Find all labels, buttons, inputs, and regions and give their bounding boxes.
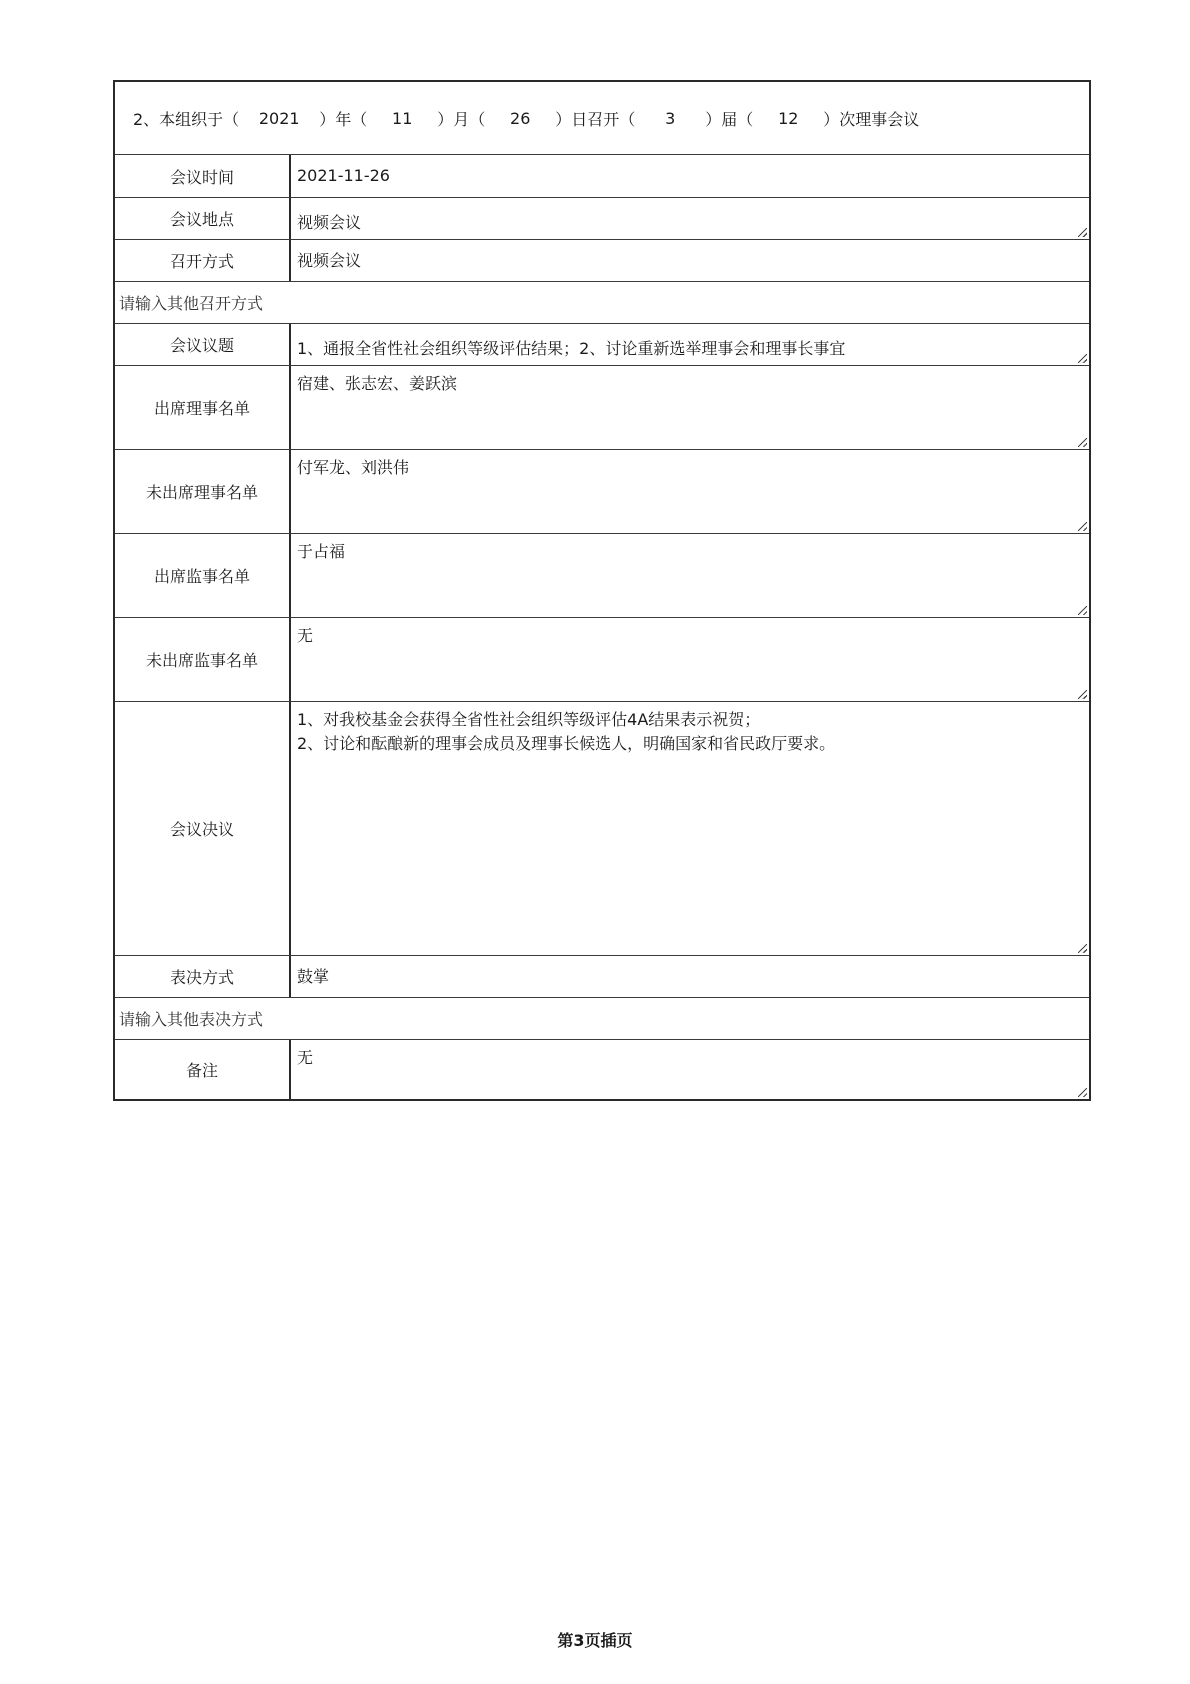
header-day-suffix: ）日召开（ bbox=[555, 109, 636, 129]
attend-supervisors-value: 于占福 bbox=[297, 542, 346, 561]
header-month[interactable]: 11 bbox=[392, 108, 413, 128]
row-attend-directors bbox=[115, 365, 1089, 449]
meeting-place-label: 会议地点 bbox=[115, 198, 291, 239]
absent-supervisors-field[interactable] bbox=[291, 618, 1089, 701]
resolution-label: 会议决议 bbox=[115, 702, 291, 955]
meeting-method-select[interactable]: 视频会议 bbox=[297, 250, 362, 270]
remark-value: 无 bbox=[297, 1048, 314, 1067]
meeting-place-value: 视频会议 bbox=[297, 212, 362, 232]
remark-field[interactable] bbox=[291, 1040, 1089, 1099]
row-absent-supervisors bbox=[115, 617, 1089, 701]
attend-directors-value: 宿建、张志宏、姜跃滨 bbox=[297, 374, 458, 393]
meeting-method-label: 召开方式 bbox=[115, 240, 291, 281]
row-attend-supervisors bbox=[115, 533, 1089, 617]
row-meeting-time bbox=[115, 155, 1089, 197]
header-year-suffix: ）年（ bbox=[319, 109, 368, 129]
method-other-input[interactable]: 请输入其他召开方式 bbox=[119, 294, 264, 313]
header-month-suffix: ）月（ bbox=[437, 109, 486, 129]
row-method-other bbox=[115, 281, 1089, 323]
vote-other-input[interactable]: 请输入其他表决方式 bbox=[119, 1010, 264, 1029]
resize-grip-icon[interactable] bbox=[1078, 690, 1087, 699]
meeting-time-field[interactable]: 2021-11-26 bbox=[297, 166, 390, 185]
row-resolution bbox=[115, 701, 1089, 955]
absent-supervisors-value: 无 bbox=[297, 626, 314, 645]
page-footer: 第3页插页 bbox=[557, 1631, 633, 1650]
header-session[interactable]: 3 bbox=[665, 108, 676, 128]
header-meeting-no[interactable]: 12 bbox=[778, 108, 799, 128]
row-meeting-method bbox=[115, 239, 1089, 281]
attend-supervisors-field[interactable] bbox=[291, 534, 1089, 617]
meeting-topic-label: 会议议题 bbox=[115, 324, 291, 365]
header-session-suffix: ）届（ bbox=[705, 109, 754, 129]
meeting-topic-field[interactable] bbox=[291, 324, 1089, 365]
attend-supervisors-label: 出席监事名单 bbox=[115, 534, 291, 617]
header-day[interactable]: 26 bbox=[510, 108, 531, 128]
resize-grip-icon[interactable] bbox=[1078, 606, 1087, 615]
vote-method-label: 表决方式 bbox=[115, 956, 291, 997]
remark-label: 备注 bbox=[115, 1040, 291, 1099]
resize-grip-icon[interactable] bbox=[1078, 1088, 1087, 1097]
resolution-line: 1、对我校基金会获得全省性社会组织等级评估4A结果表示祝贺； bbox=[297, 710, 761, 729]
resize-grip-icon[interactable] bbox=[1078, 944, 1087, 953]
header-prefix: 2、本组织于（ bbox=[133, 109, 240, 129]
attend-directors-label: 出席理事名单 bbox=[115, 366, 291, 449]
row-meeting-topic bbox=[115, 323, 1089, 365]
row-remark bbox=[115, 1039, 1089, 1099]
meeting-form bbox=[113, 80, 1091, 1101]
resize-grip-icon[interactable] bbox=[1078, 228, 1087, 237]
resize-grip-icon[interactable] bbox=[1078, 522, 1087, 531]
meeting-place-field[interactable] bbox=[291, 198, 1089, 239]
row-absent-directors bbox=[115, 449, 1089, 533]
absent-directors-value: 付军龙、刘洪伟 bbox=[297, 458, 410, 477]
header-year[interactable]: 2021 bbox=[258, 108, 300, 128]
absent-supervisors-label: 未出席监事名单 bbox=[115, 618, 291, 701]
header-meeting-suffix: ）次理事会议 bbox=[823, 109, 920, 129]
vote-method-select[interactable]: 鼓掌 bbox=[297, 966, 330, 986]
absent-directors-field[interactable] bbox=[291, 450, 1089, 533]
resize-grip-icon[interactable] bbox=[1078, 438, 1087, 447]
row-vote-other bbox=[115, 997, 1089, 1039]
meeting-topic-value: 1、通报全省性社会组织等级评估结果；2、讨论重新选举理事会和理事长事宜 bbox=[297, 338, 846, 358]
row-vote-method bbox=[115, 955, 1089, 997]
resolution-line: 2、讨论和酝酿新的理事会成员及理事长候选人，明确国家和省民政厅要求。 bbox=[297, 734, 836, 753]
attend-directors-field[interactable] bbox=[291, 366, 1089, 449]
resize-grip-icon[interactable] bbox=[1078, 354, 1087, 363]
row-meeting-place bbox=[115, 197, 1089, 239]
resolution-field[interactable] bbox=[291, 702, 1089, 955]
meeting-time-label: 会议时间 bbox=[115, 155, 291, 197]
absent-directors-label: 未出席理事名单 bbox=[115, 450, 291, 533]
form-header bbox=[115, 82, 1089, 155]
